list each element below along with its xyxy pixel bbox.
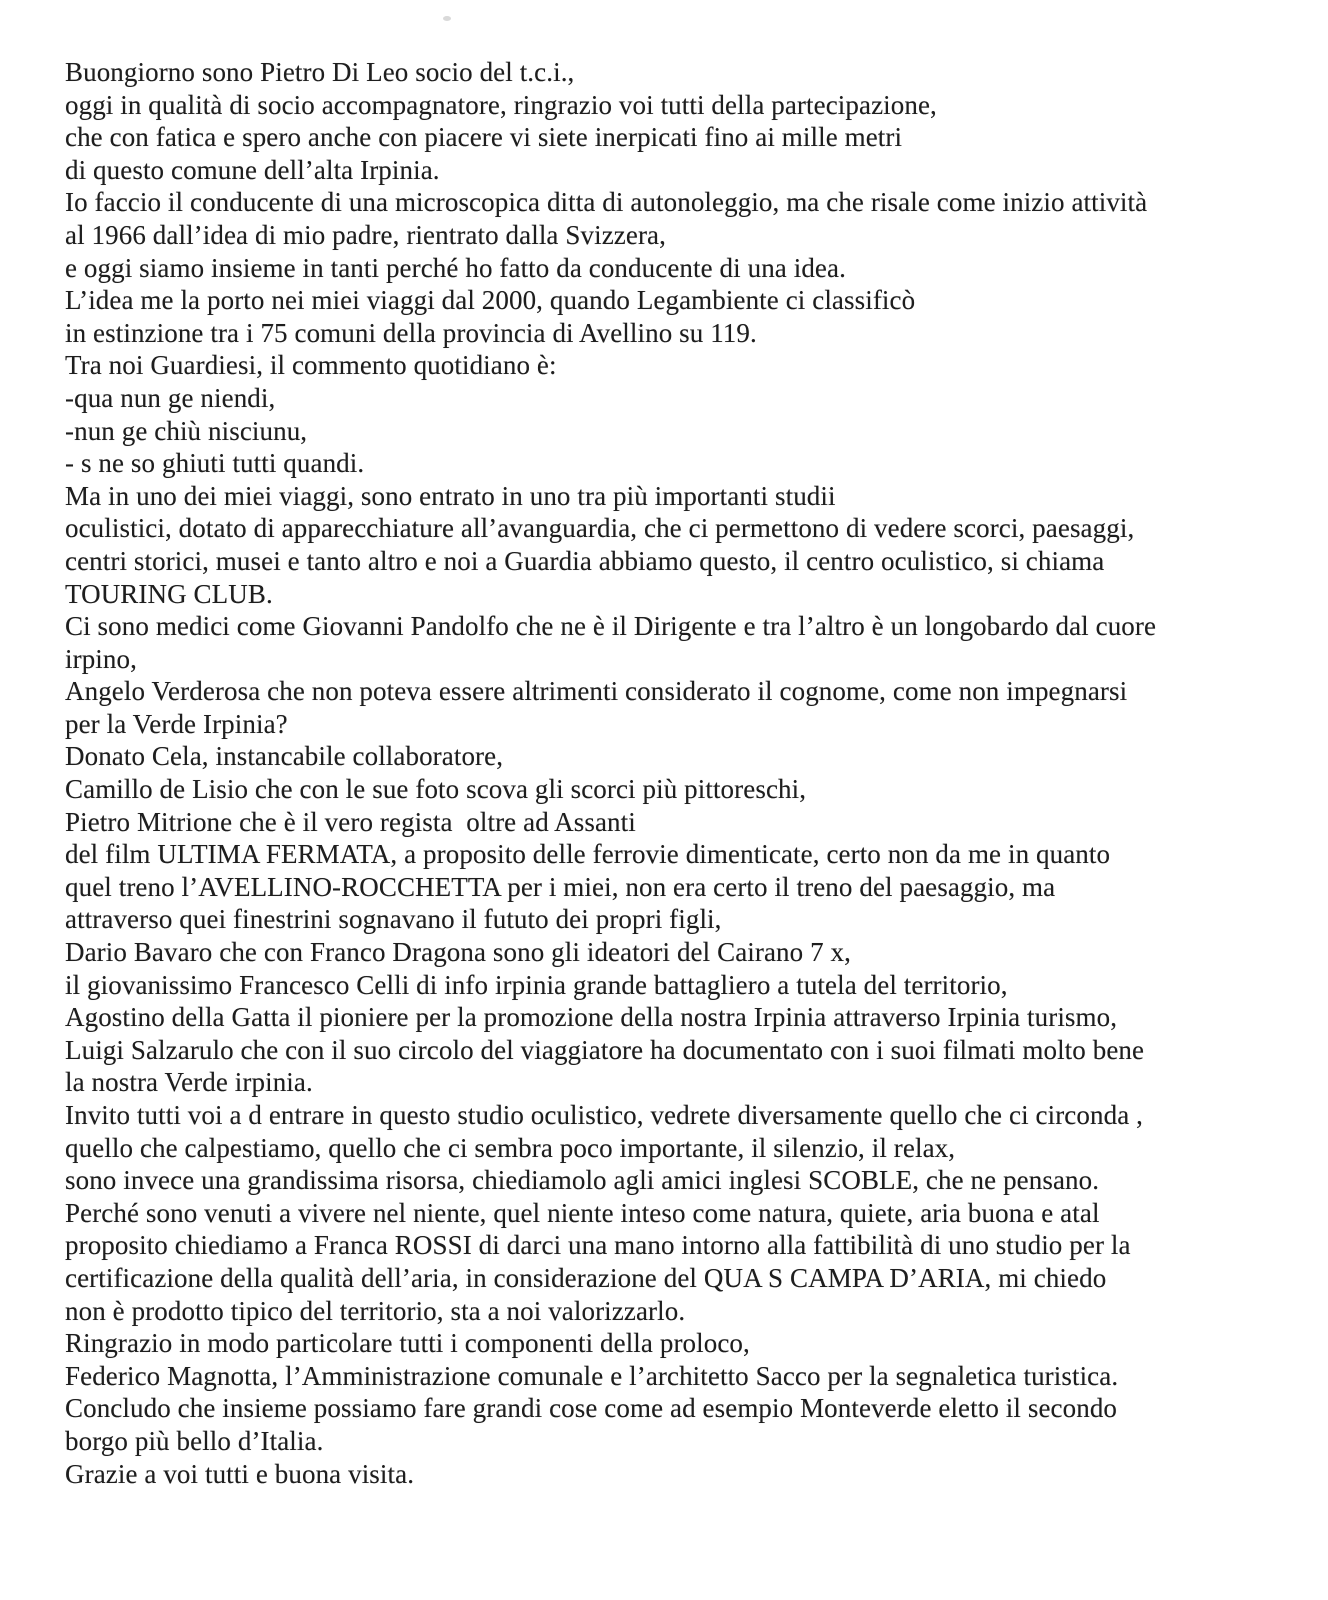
text-line: Io faccio il conducente di una microscopica ditta di autonoleggio, ma che risale come inizio attività: [65, 187, 1148, 218]
text-line: L’idea me la porto nei miei viaggi dal 2000, quando Legambiente ci classificò: [65, 285, 916, 316]
text-line: e oggi siamo insieme in tanti perché ho fatto da conducente di una idea.: [65, 252, 846, 283]
text-line: del film ULTIMA FERMATA, a proposito delle ferrovie dimenticate, certo non da me in quanto: [65, 839, 1111, 870]
text-line: Federico Magnotta, l’Amministrazione comunale e l’architetto Sacco per la segnaletica turistica.: [65, 1360, 1119, 1391]
text-line: di questo comune dell’alta Irpinia.: [65, 154, 440, 185]
text-line: -nun ge chiù nisciunu,: [65, 415, 308, 446]
text-line: centri storici, musei e tanto altro e noi a Guardia abbiamo questo, il centro oculistico, si chiama: [65, 545, 1105, 576]
text-line: Luigi Salzarulo che con il suo circolo del viaggiatore ha documentato con i suoi filmati molto bene: [65, 1034, 1145, 1065]
text-line: Concludo che insieme possiamo fare grandi cose come ad esempio Monteverde eletto il secondo: [65, 1393, 1118, 1424]
text-line: irpino,: [65, 643, 137, 674]
text-line: oggi in qualità di socio accompagnatore, ringrazio voi tutti della partecipazione,: [65, 89, 937, 120]
text-line: che con fatica e spero anche con piacere vi siete inerpicati fino ai mille metri: [65, 122, 903, 153]
text-line: in estinzione tra i 75 comuni della provincia di Avellino su 119.: [65, 317, 757, 348]
text-line: Donato Cela, instancabile collaboratore,: [65, 741, 504, 772]
text-line: la nostra Verde irpinia.: [65, 1067, 313, 1098]
text-line: quello che calpestiamo, quello che ci sembra poco importante, il silenzio, il relax,: [65, 1132, 956, 1163]
text-line: proposito chiediamo a Franca ROSSI di darci una mano intorno alla fattibilità di uno studio per la: [65, 1230, 1131, 1261]
text-line: Dario Bavaro che con Franco Dragona sono gli ideatori del Cairano 7 x,: [65, 937, 852, 968]
text-line: Invito tutti voi a d entrare in questo studio oculistico, vedrete diversamente quello che ci circonda ,: [65, 1100, 1143, 1130]
text-line: -qua nun ge niendi,: [65, 382, 276, 413]
text-line: Buongiorno sono Pietro Di Leo socio del t.c.i.,: [65, 57, 575, 87]
text-line: attraverso quei finestrini sognavano il fututo dei propri figli,: [65, 904, 722, 935]
text-line: Agostino della Gatta il pioniere per la promozione della nostra Irpinia attraverso Irpinia turismo,: [65, 1002, 1118, 1033]
document-text: [65, 56, 1265, 1490]
text-line: Ci sono medici come Giovanni Pandolfo che ne è il Dirigente e tra l’altro è un longobardo dal cuore: [65, 611, 1157, 642]
text-line: Camillo de Lisio che con le sue foto scova gli scorci più pittoreschi,: [65, 774, 807, 805]
text-line: borgo più bello d’Italia.: [65, 1425, 324, 1456]
text-line: non è prodotto tipico del territorio, sta a noi valorizzarlo.: [65, 1295, 686, 1326]
text-line: per la Verde Irpinia?: [65, 708, 288, 739]
text-line: oculistici, dotato di apparecchiature all’avanguardia, che ci permettono di vedere scorci, paesaggi,: [65, 513, 1135, 544]
text-line: certificazione della qualità dell’aria, in considerazione del QUA S CAMPA D’ARIA, mi chiedo: [65, 1262, 1107, 1293]
text-line: Perché sono venuti a vivere nel niente, quel niente inteso come natura, quiete, aria buona e atal: [65, 1197, 1100, 1228]
text-line: TOURING CLUB.: [65, 578, 273, 609]
text-line: sono invece una grandissima risorsa, chiediamolo agli amici inglesi SCOBLE, che ne pensano.: [65, 1165, 1100, 1196]
text-line: il giovanissimo Francesco Celli di info irpinia grande battagliero a tutela del territorio,: [65, 969, 1008, 1000]
text-line: Grazie a voi tutti e buona visita.: [65, 1458, 415, 1489]
text-line: al 1966 dall’idea di mio padre, rientrato dalla Svizzera,: [65, 219, 666, 250]
text-line: Ma in uno dei miei viaggi, sono entrato in uno tra più importanti studii: [65, 480, 836, 511]
text-line: Angelo Verderosa che non poteva essere altrimenti considerato il cognome, come non impegnarsi: [65, 676, 1128, 707]
scan-artifact: [443, 16, 451, 21]
text-line: Pietro Mitrione che è il vero regista oltre ad Assanti: [65, 806, 636, 837]
text-line: Ringrazio in modo particolare tutti i componenti della proloco,: [65, 1328, 750, 1359]
text-line: Tra noi Guardiesi, il commento quotidiano è:: [65, 350, 557, 381]
text-line: - s ne so ghiuti tutti quandi.: [65, 448, 365, 479]
text-line: quel treno l’AVELLINO-ROCCHETTA per i miei, non era certo il treno del paesaggio, ma: [65, 871, 1056, 902]
